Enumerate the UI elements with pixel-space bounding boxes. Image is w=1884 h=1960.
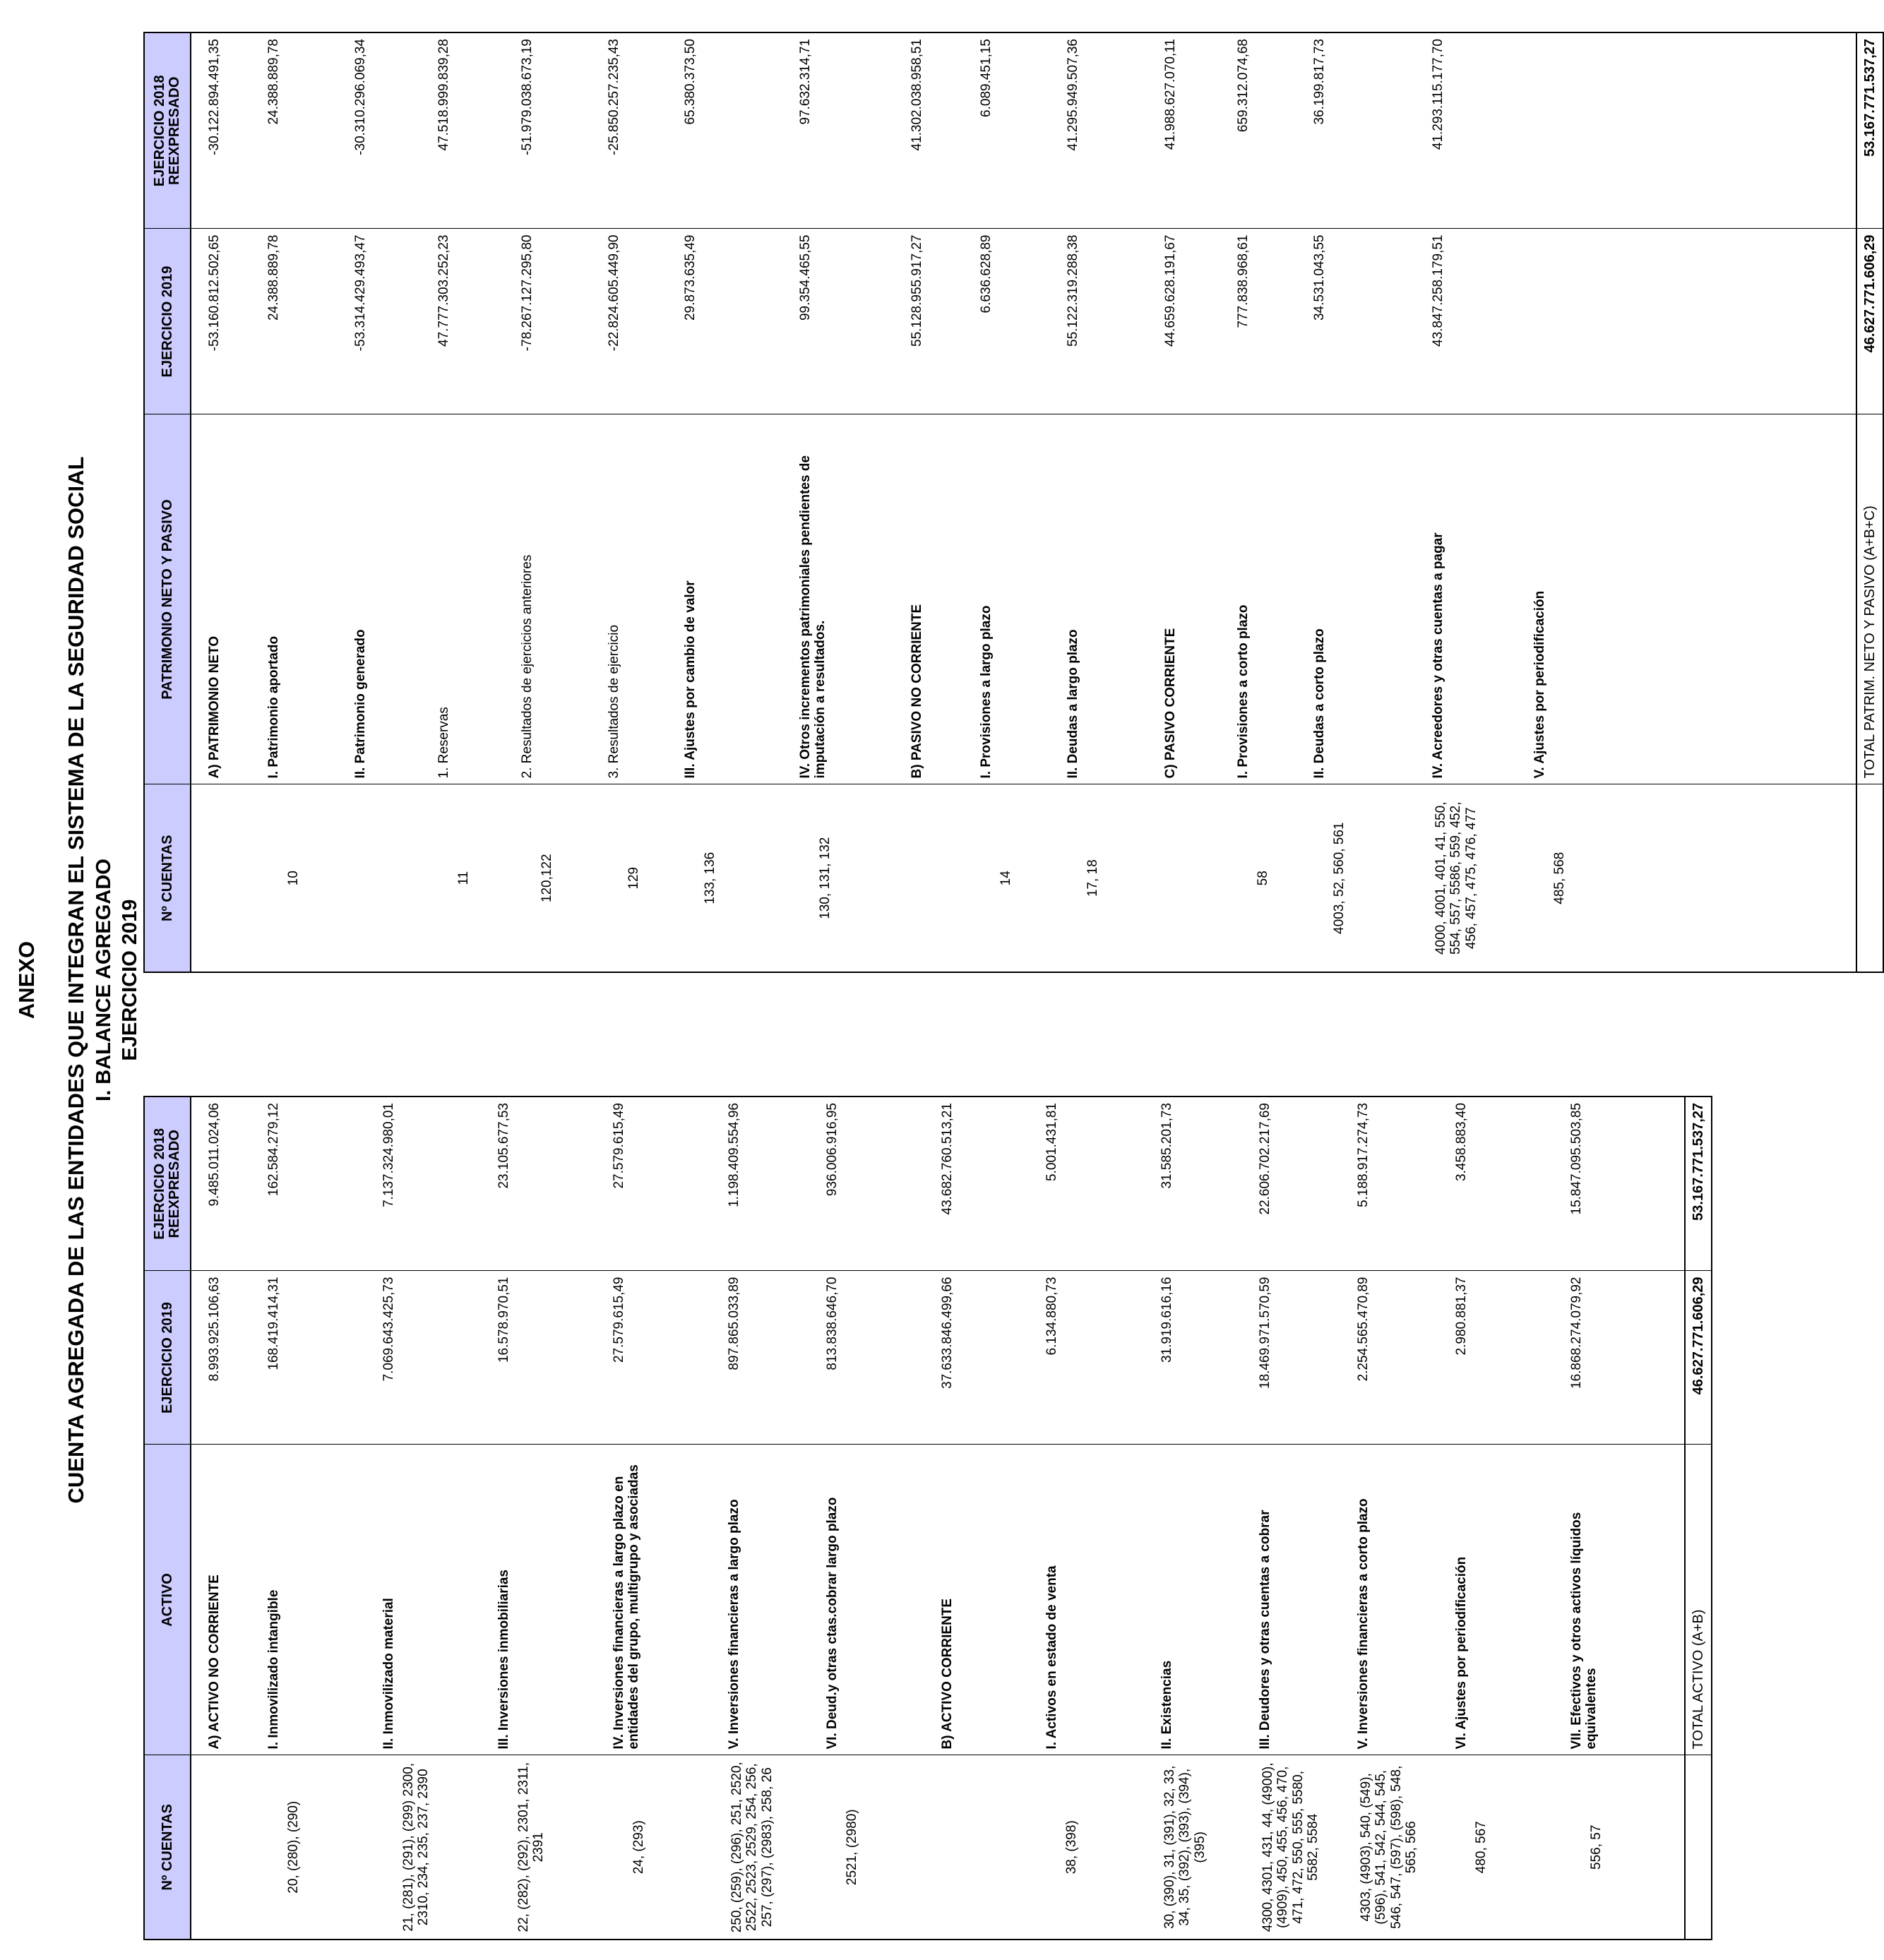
table-row bbox=[1044, 1096, 1159, 1940]
table-row bbox=[1258, 1096, 1356, 1940]
row-label: VI. Ajustes por periodificación bbox=[1454, 1445, 1569, 1755]
value-2018: 23.105.677,53 bbox=[496, 1096, 612, 1271]
value-2019: 27.579.615,49 bbox=[612, 1271, 727, 1445]
value-2019: 8.993.925.106,63 bbox=[191, 1271, 266, 1445]
value-2018: 3.458.883,40 bbox=[1454, 1096, 1569, 1271]
value-2019: -53.314.429.493,47 bbox=[353, 229, 436, 414]
value-2018: 9.485.011.024,06 bbox=[191, 1096, 266, 1271]
table-row bbox=[612, 1096, 727, 1940]
value-2019: 7.069.643.425,73 bbox=[381, 1271, 496, 1445]
value-2018: -30.122.894.491,35 bbox=[191, 32, 266, 229]
value-2018: 7.137.324.980,01 bbox=[381, 1096, 496, 1271]
row-label: B) PASIVO NO CORRIENTE bbox=[910, 414, 979, 784]
row-label: II. Patrimonio generado bbox=[353, 414, 436, 784]
value-2019: 897.865.033,89 bbox=[727, 1271, 825, 1445]
value-2018: 1.198.409.554,96 bbox=[727, 1096, 825, 1271]
row-label: IV. Acreedores y otras cuentas a pagar bbox=[1431, 414, 1532, 784]
col-header-accounts: Nº CUENTAS bbox=[144, 784, 191, 972]
value-2018: 41.302.038.958,51 bbox=[910, 32, 979, 229]
value-2018: 22.606.702.217,69 bbox=[1258, 1096, 1356, 1271]
table-row bbox=[436, 32, 520, 972]
pasivo-table bbox=[143, 32, 1884, 973]
table-row bbox=[1454, 1096, 1569, 1940]
value-2018: 6.089.451,15 bbox=[979, 32, 1066, 229]
value-2019: 777.838.968,61 bbox=[1236, 229, 1312, 414]
account-codes: 4003, 52, 560, 561 bbox=[1312, 784, 1431, 972]
row-label: III. Ajustes por cambio de valor bbox=[683, 414, 798, 784]
activo-total-2018: 53.167.771.537,27 bbox=[1685, 1096, 1712, 1271]
value-2018: 97.632.314,71 bbox=[798, 32, 910, 229]
value-2018: 41.293.115.177,70 bbox=[1431, 32, 1532, 229]
pasivo-total-label: TOTAL PATRIM. NETO Y PASIVO (A+B+C) bbox=[1856, 414, 1883, 784]
account-codes: 4300, 4301, 431, 44, (4900), (4909), 450, 455, 456, 470, 471, 472, 550, 555, 5580, 5582, 5584 bbox=[1258, 1755, 1356, 1940]
account-codes: 130, 131, 132 bbox=[798, 784, 910, 972]
table-row bbox=[1532, 32, 1856, 972]
value-2019: 2.254.565.470,89 bbox=[1356, 1271, 1454, 1445]
value-2019: 55.122.319.288,38 bbox=[1066, 229, 1163, 414]
table-row bbox=[266, 1096, 381, 1940]
value-2019: 16.578.970,51 bbox=[496, 1271, 612, 1445]
account-codes: 10 bbox=[266, 784, 353, 972]
row-label: V. Inversiones financieras a largo plazo bbox=[727, 1445, 825, 1755]
value-2019: 34.531.043,55 bbox=[1312, 229, 1431, 414]
value-2018: 936.006.916,95 bbox=[825, 1096, 940, 1271]
table-row bbox=[520, 32, 607, 972]
col-header-2018: EJERCICIO 2018 REEXPRESADO bbox=[144, 1096, 191, 1271]
table-row bbox=[191, 32, 266, 972]
report-period: EJERCICIO 2019 bbox=[119, 899, 141, 1061]
value-2019: 37.633.846.499,66 bbox=[940, 1271, 1044, 1445]
table-row bbox=[381, 1096, 496, 1940]
table-row bbox=[727, 1096, 825, 1940]
value-2019: 24.388.889,78 bbox=[266, 229, 353, 414]
account-codes: 485, 568 bbox=[1532, 784, 1856, 972]
col-header-2019: EJERCICIO 2019 bbox=[144, 1271, 191, 1445]
value-2018: -25.850.257.235,43 bbox=[607, 32, 683, 229]
account-codes bbox=[353, 784, 436, 972]
table-row bbox=[910, 32, 979, 972]
account-codes: 4000, 4001, 401, 41, 550, 554, 557, 5586, 559, 452, 456, 457, 475, 476, 477 bbox=[1431, 784, 1532, 972]
row-label: IV. Otros incrementos patrimoniales pendientes de imputación a resultados. bbox=[798, 414, 910, 784]
report-subtitle: I. BALANCE AGREGADO bbox=[93, 859, 115, 1101]
value-2019: 813.838.646,70 bbox=[825, 1271, 940, 1445]
table-row bbox=[191, 1096, 266, 1940]
activo-total-2019: 46.627.771.606,29 bbox=[1685, 1271, 1712, 1445]
row-label: 3. Resultados de ejercicio bbox=[607, 414, 683, 784]
row-label: V. Ajustes por periodificación bbox=[1532, 414, 1856, 784]
table-row bbox=[1431, 32, 1532, 972]
account-codes: 30, (390), 31, (391), 32, 33, 34, 35, (392), (393), (394), (395) bbox=[1159, 1755, 1258, 1940]
account-codes: 38, (398) bbox=[1044, 1755, 1159, 1940]
account-codes: 129 bbox=[607, 784, 683, 972]
account-codes: 250, (259), (296), 251, 2520, 2522, 2523, 2529, 254, 256, 257, (297), (2983), 258, 26 bbox=[727, 1755, 825, 1940]
account-codes: 22, (282), (292), 2301, 2311, 2391 bbox=[496, 1755, 612, 1940]
row-label: A) ACTIVO NO CORRIENTE bbox=[191, 1445, 266, 1755]
account-codes: 11 bbox=[436, 784, 520, 972]
account-codes bbox=[940, 1755, 1044, 1940]
row-label: II. Deudas a largo plazo bbox=[1066, 414, 1163, 784]
col-header-2019: EJERCICIO 2019 bbox=[144, 229, 191, 414]
value-2019: 16.868.274.079,92 bbox=[1569, 1271, 1685, 1445]
value-2018: 162.584.279,12 bbox=[266, 1096, 381, 1271]
account-codes: 24, (293) bbox=[612, 1755, 727, 1940]
value-2019: 47.777.303.252,23 bbox=[436, 229, 520, 414]
table-row bbox=[1356, 1096, 1454, 1940]
value-2019: 29.873.635,49 bbox=[683, 229, 798, 414]
row-label: I. Provisiones a corto plazo bbox=[1236, 414, 1312, 784]
account-codes bbox=[910, 784, 979, 972]
value-2019: 2.980.881,37 bbox=[1454, 1271, 1569, 1445]
annex-heading: ANEXO bbox=[14, 940, 39, 1020]
account-codes bbox=[191, 1755, 266, 1940]
row-label: VII. Efectivos y otros activos líquidos equivalentes bbox=[1569, 1445, 1685, 1755]
table-row bbox=[353, 32, 436, 972]
pasivo-total-2019: 46.627.771.606,29 bbox=[1856, 229, 1883, 414]
table-row bbox=[979, 32, 1066, 972]
value-2018: 41.295.949.507,36 bbox=[1066, 32, 1163, 229]
value-2018: 43.682.760.513,21 bbox=[940, 1096, 1044, 1271]
table-row bbox=[266, 32, 353, 972]
table-row bbox=[798, 32, 910, 972]
activo-total-label: TOTAL ACTIVO (A+B) bbox=[1685, 1445, 1712, 1755]
row-label: I. Activos en estado de venta bbox=[1044, 1445, 1159, 1755]
account-codes: 4303, (4903), 540, (549), (596), 541, 542, 544, 545, 546, 547, (597), (598), 548, 565, 566 bbox=[1356, 1755, 1454, 1940]
account-codes: 133, 136 bbox=[683, 784, 798, 972]
value-2019: -53.160.812.502,65 bbox=[191, 229, 266, 414]
value-2018: -30.310.296.069,34 bbox=[353, 32, 436, 229]
row-label: IV. Inversiones financieras a largo plazo en entidades del grupo, multigrupo y asociadas bbox=[612, 1445, 727, 1755]
table-row bbox=[825, 1096, 940, 1940]
account-codes: 21, (281), (291), (299) 2300, 2310, 234, 235, 237, 2390 bbox=[381, 1755, 496, 1940]
col-header-pasivo: PATRIMONIO NETO Y PASIVO bbox=[144, 414, 191, 784]
value-2019: 44.659.628.191,67 bbox=[1163, 229, 1236, 414]
value-2019: 99.354.465,55 bbox=[798, 229, 910, 414]
value-2018: 47.518.999.839,28 bbox=[436, 32, 520, 229]
row-label: I. Provisiones a largo plazo bbox=[979, 414, 1066, 784]
value-2019: 6.636.628,89 bbox=[979, 229, 1066, 414]
table-row bbox=[683, 32, 798, 972]
value-2018: 24.388.889,78 bbox=[266, 32, 353, 229]
account-codes: 2521, (2980) bbox=[825, 1755, 940, 1940]
value-2019: -22.824.605.449,90 bbox=[607, 229, 683, 414]
account-codes: 17, 18 bbox=[1066, 784, 1163, 972]
account-codes: 58 bbox=[1236, 784, 1312, 972]
table-row bbox=[496, 1096, 612, 1940]
pasivo-total-2018: 53.167.771.537,27 bbox=[1856, 32, 1883, 229]
table-row bbox=[1569, 1096, 1685, 1940]
value-2018: 65.380.373,50 bbox=[683, 32, 798, 229]
table-row bbox=[1159, 1096, 1258, 1940]
pasivo-total-row bbox=[1856, 32, 1883, 972]
activo-table bbox=[143, 1096, 1712, 1940]
value-2018: -51.979.038.673,19 bbox=[520, 32, 607, 229]
row-label: 2. Resultados de ejercicios anteriores bbox=[520, 414, 607, 784]
col-header-accounts: Nº CUENTAS bbox=[144, 1755, 191, 1940]
table-row bbox=[940, 1096, 1044, 1940]
value-2018: 31.585.201,73 bbox=[1159, 1096, 1258, 1271]
col-header-2018: EJERCICIO 2018 REEXPRESADO bbox=[144, 32, 191, 229]
row-label: I. Patrimonio aportado bbox=[266, 414, 353, 784]
row-label: II. Existencias bbox=[1159, 1445, 1258, 1755]
value-2019: 168.419.414,31 bbox=[266, 1271, 381, 1445]
row-label: III. Deudores y otras cuentas a cobrar bbox=[1258, 1445, 1356, 1755]
report-title: CUENTA AGREGADA DE LAS ENTIDADES QUE INTEGRAN EL SISTEMA DE LA SEGURIDAD SOCIAL bbox=[64, 456, 88, 1504]
account-codes: 20, (280), (290) bbox=[266, 1755, 381, 1940]
row-label: II. Inmovilizado material bbox=[381, 1445, 496, 1755]
account-codes: 120,122 bbox=[520, 784, 607, 972]
value-2019: -78.267.127.295,80 bbox=[520, 229, 607, 414]
value-2018: 27.579.615,49 bbox=[612, 1096, 727, 1271]
row-label: A) PATRIMONIO NETO bbox=[191, 414, 266, 784]
account-codes: 556, 57 bbox=[1569, 1755, 1685, 1940]
account-codes: 480, 567 bbox=[1454, 1755, 1569, 1940]
value-2018: 41.988.627.070,11 bbox=[1163, 32, 1236, 229]
account-codes bbox=[1163, 784, 1236, 972]
row-label: VI. Deud.y otras ctas.cobrar largo plazo bbox=[825, 1445, 940, 1755]
table-row bbox=[1066, 32, 1163, 972]
activo-total-row bbox=[1685, 1096, 1712, 1940]
value-2019: 18.469.971.570,59 bbox=[1258, 1271, 1356, 1445]
row-label: III. Inversiones inmobiliarias bbox=[496, 1445, 612, 1755]
value-2019: 43.847.258.179,51 bbox=[1431, 229, 1532, 414]
table-row bbox=[607, 32, 683, 972]
table-row bbox=[1312, 32, 1431, 972]
row-label: B) ACTIVO CORRIENTE bbox=[940, 1445, 1044, 1755]
account-codes: 14 bbox=[979, 784, 1066, 972]
value-2019: 6.134.880,73 bbox=[1044, 1271, 1159, 1445]
table-row bbox=[1236, 32, 1312, 972]
row-label: II. Deudas a corto plazo bbox=[1312, 414, 1431, 784]
row-label: 1. Reservas bbox=[436, 414, 520, 784]
col-header-activo: ACTIVO bbox=[144, 1445, 191, 1755]
value-2018: 659.312.074,68 bbox=[1236, 32, 1312, 229]
row-label: C) PASIVO CORRIENTE bbox=[1163, 414, 1236, 784]
row-label: I. Inmovilizado intangible bbox=[266, 1445, 381, 1755]
value-2018: 5.188.917.274,73 bbox=[1356, 1096, 1454, 1271]
value-2018 bbox=[1532, 32, 1856, 229]
account-codes bbox=[191, 784, 266, 972]
value-2019 bbox=[1532, 229, 1856, 414]
row-label: V. Inversiones financieras a corto plazo bbox=[1356, 1445, 1454, 1755]
table-row bbox=[1163, 32, 1236, 972]
value-2018: 5.001.431,81 bbox=[1044, 1096, 1159, 1271]
value-2018: 15.847.095.503,85 bbox=[1569, 1096, 1685, 1271]
value-2018: 36.199.817,73 bbox=[1312, 32, 1431, 229]
value-2019: 31.919.616,16 bbox=[1159, 1271, 1258, 1445]
value-2019: 55.128.955.917,27 bbox=[910, 229, 979, 414]
